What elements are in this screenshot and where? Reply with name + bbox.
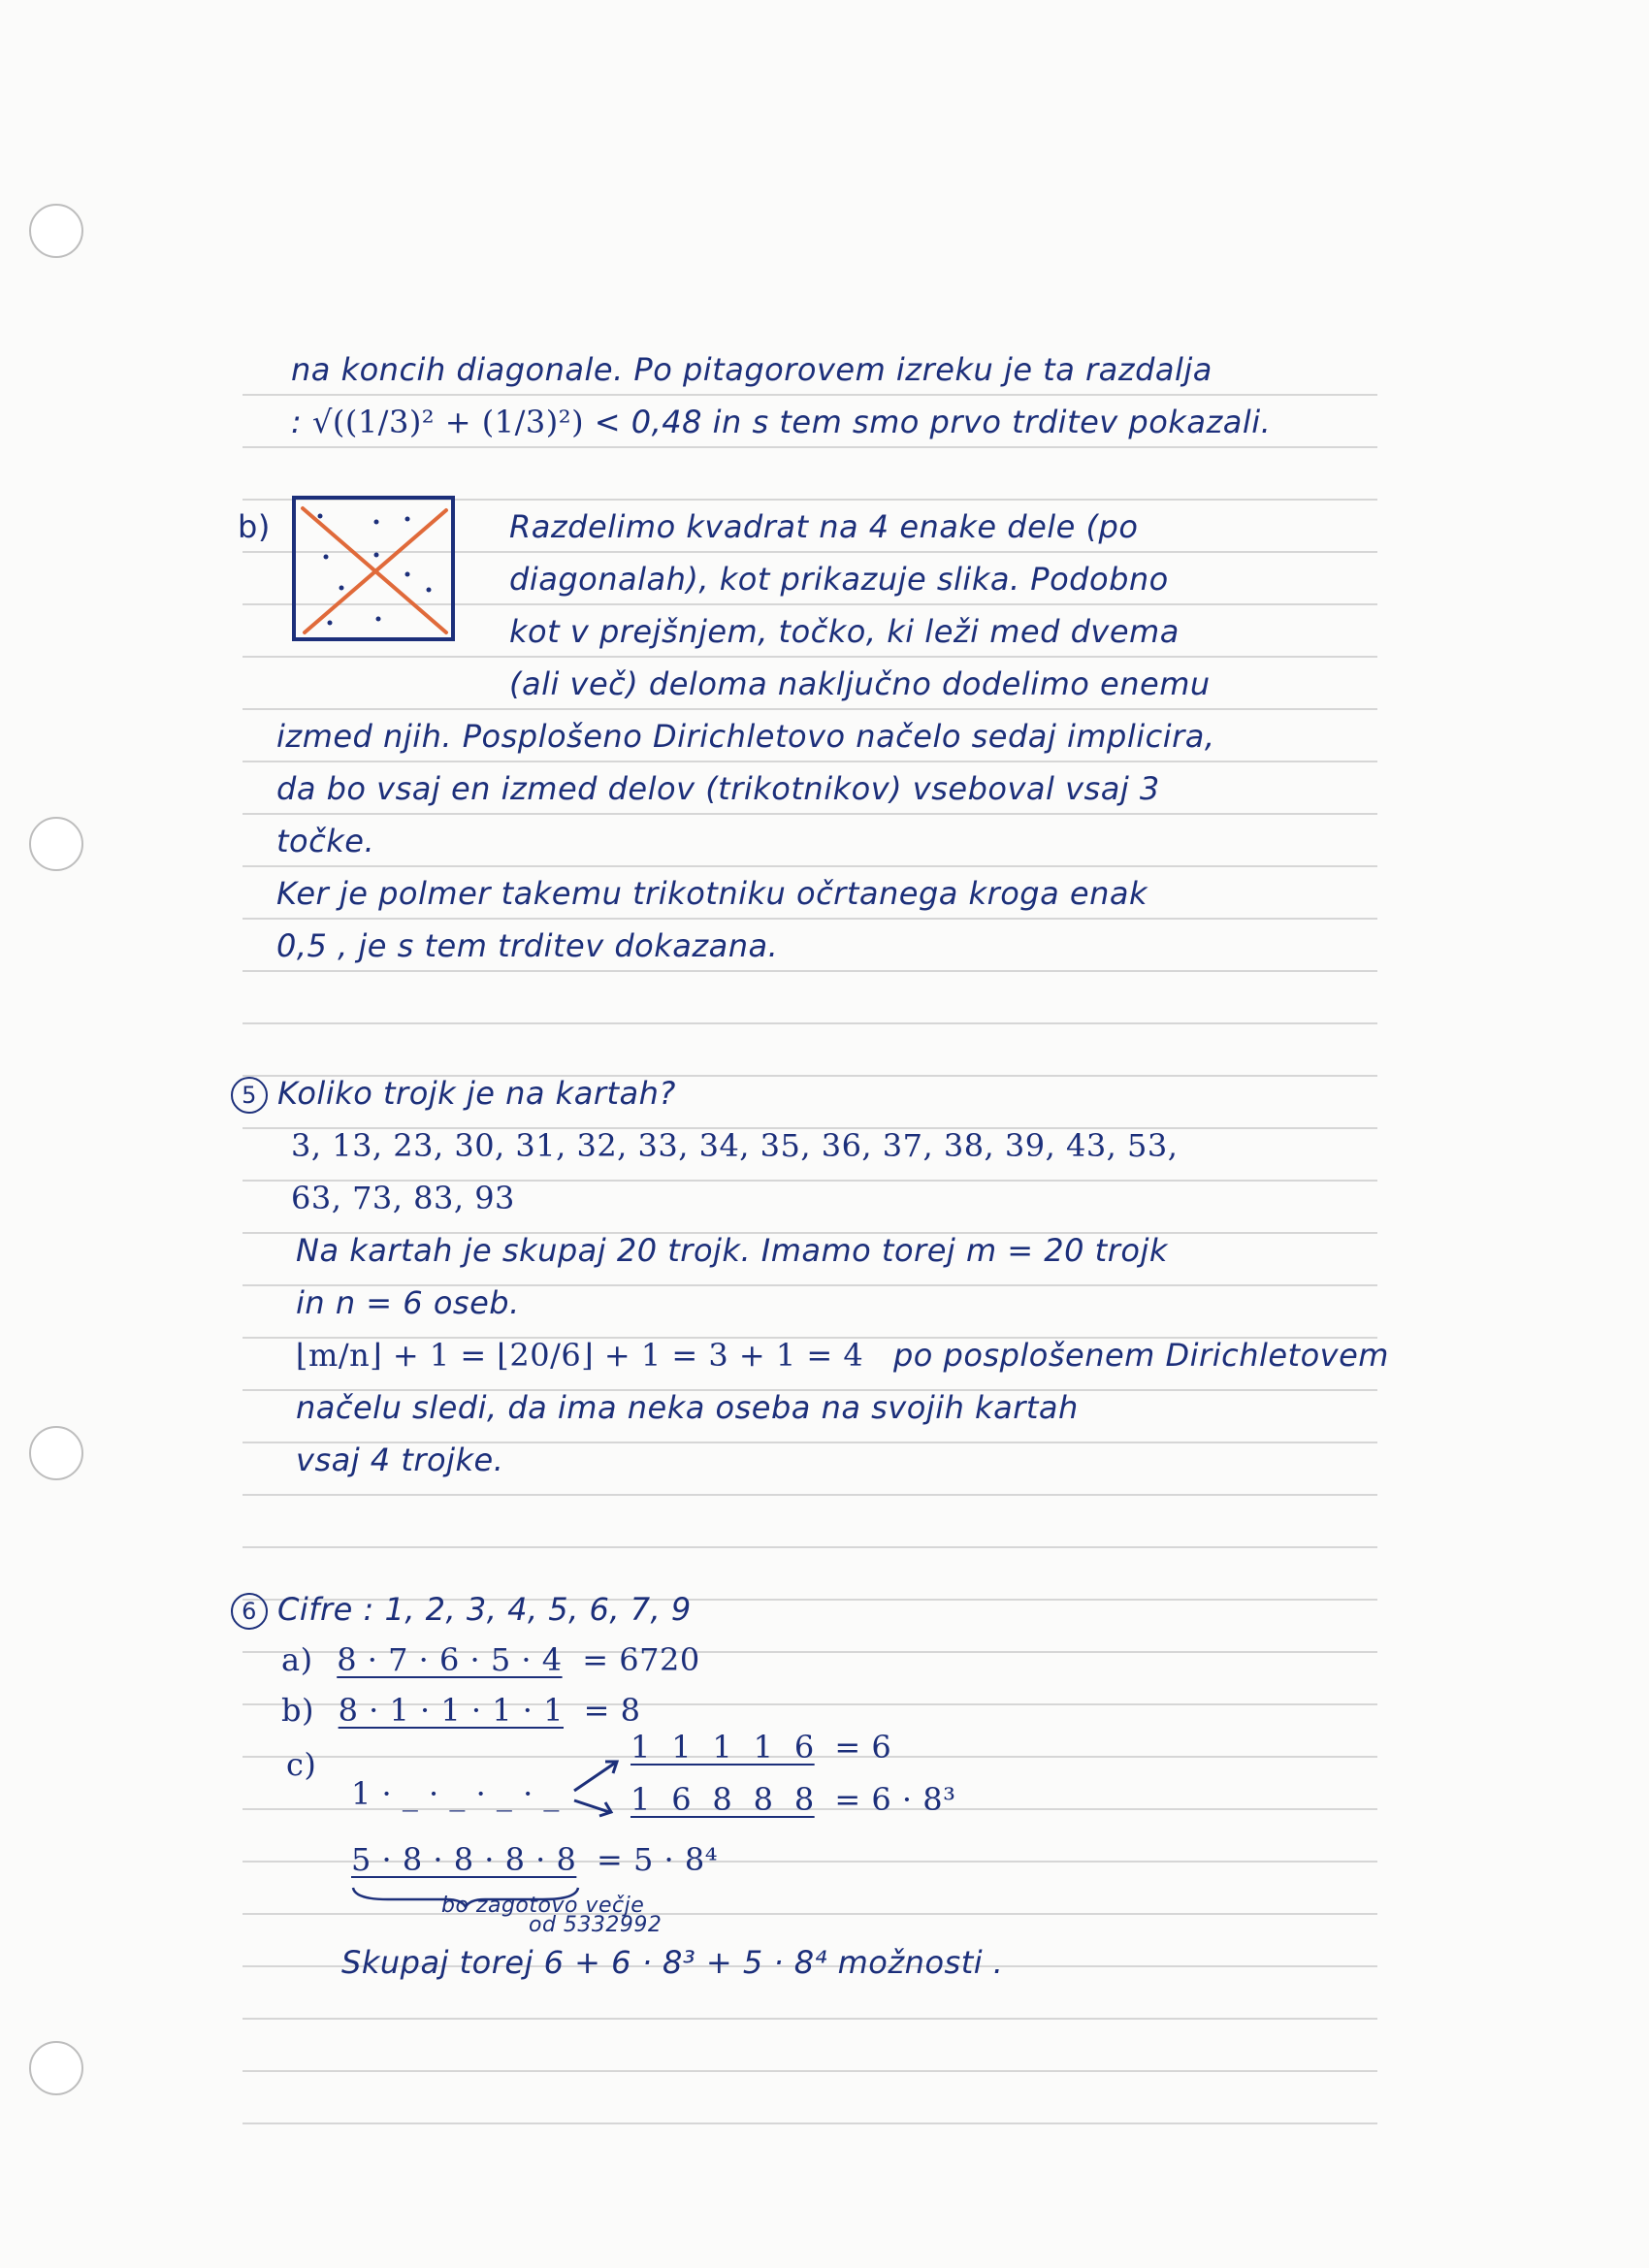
part-b-line-5: izmed njih. Posplošeno Dirichletovo načelo sedaj implicira, (276, 718, 1215, 755)
task-5-formula-line (296, 1337, 1389, 1374)
c-line-3-result: = 5 · 8⁴ (597, 1841, 719, 1878)
part-b-line-2: diagonalah), kot prikazuje slika. Podobno (509, 561, 1169, 598)
punch-hole (29, 817, 83, 871)
c-top-branch (630, 1729, 891, 1766)
c-bottom-digits: 1 6 8 8 8 (630, 1781, 815, 1818)
intro-line-1: na koncih diagonale. Po pitagorovem izreku je ta razdalja (291, 351, 1212, 388)
punch-hole (29, 204, 83, 258)
c-line-3 (351, 1841, 718, 1878)
part-b-label: b) (238, 508, 271, 545)
punch-hole (29, 1426, 83, 1480)
task-5-question: Koliko trojk je na kartah? (277, 1075, 676, 1112)
task-6-number: 6 (231, 1593, 268, 1630)
part-b-line-7: točke. (276, 823, 375, 859)
task-5-formula-rest: po posplošenem Dirichletovem (892, 1337, 1389, 1374)
part-b-line-9: 0,5 , je s tem trditev dokazana. (276, 927, 779, 964)
task-5-text-3: načelu sledi, da ima neka oseba na svojih kartah (296, 1389, 1079, 1426)
c-note-1: bo zagotovo večje (441, 1894, 645, 1918)
c-line-3-expression: 5 · 8 · 8 · 8 · 8 (351, 1841, 577, 1878)
intro-line-2 (291, 404, 1271, 440)
part-b-line-4: (ali več) deloma naključno dodelimo enemu (509, 665, 1211, 702)
c-top-digits: 1 1 1 1 6 (630, 1729, 815, 1766)
a-label: a) (281, 1641, 313, 1678)
intro-colon: : (291, 404, 303, 440)
task-5-list-1: 3, 13, 23, 30, 31, 32, 33, 34, 35, 36, 37, 38, 39, 43, 53, (291, 1127, 1179, 1164)
floor-formula: ⌊m/n⌋ + 1 = ⌊20/6⌋ + 1 = 3 + 1 = 4 (296, 1337, 864, 1374)
c-bottom-branch (630, 1781, 955, 1818)
task-5-heading (231, 1075, 676, 1114)
task-5-text-1: Na kartah je skupaj 20 trojk. Imamo torej m = 20 trojk (296, 1232, 1168, 1269)
a-result: = 6720 (582, 1641, 700, 1678)
c-start: 1 · _ · _ · _ · _ (351, 1775, 560, 1812)
task-5-number: 5 (231, 1077, 268, 1114)
a-expression: 8 · 7 · 6 · 5 · 4 (337, 1641, 563, 1678)
part-b-line-1: Razdelimo kvadrat na 4 enake dele (po (509, 508, 1139, 545)
part-b-line-8: Ker je polmer takemu trikotniku očrtanega kroga enak (276, 875, 1148, 912)
punch-hole (29, 2041, 83, 2095)
b-result: = 8 (583, 1692, 641, 1729)
c-top-result: = 6 (834, 1729, 892, 1766)
square-diagram (291, 495, 456, 642)
c-note-2: od 5332992 (529, 1913, 663, 1937)
task-6-total: Skupaj torej 6 + 6 · 8³ + 5 · 8⁴ možnosti . (341, 1944, 1004, 1981)
task-6-digits: Cifre : 1, 2, 3, 4, 5, 6, 7, 9 (277, 1591, 692, 1628)
b-label: b) (281, 1692, 314, 1729)
b-expression: 8 · 1 · 1 · 1 · 1 (338, 1692, 564, 1729)
task-5-text-2: in n = 6 oseb. (296, 1284, 520, 1321)
part-b-line-3: kot v prejšnjem, točko, ki leži med dvema (509, 613, 1180, 650)
branch-arrows (570, 1752, 629, 1820)
task-5-list-2: 63, 73, 83, 93 (291, 1180, 515, 1216)
intro-conclusion: < 0,48 in s tem smo prvo trditev pokazali. (594, 404, 1272, 440)
task-6-b (281, 1692, 641, 1729)
distance-formula: √((1/3)² + (1/3)²) (311, 404, 585, 440)
task-6-heading (231, 1591, 692, 1630)
c-bottom-result: = 6 · 8³ (834, 1781, 956, 1818)
task-6-a (281, 1641, 700, 1678)
task-5-text-4: vsaj 4 trojke. (296, 1442, 504, 1478)
part-b-line-6: da bo vsaj en izmed delov (trikotnikov) vseboval vsaj 3 (276, 770, 1160, 807)
c-label: c) (286, 1746, 317, 1783)
